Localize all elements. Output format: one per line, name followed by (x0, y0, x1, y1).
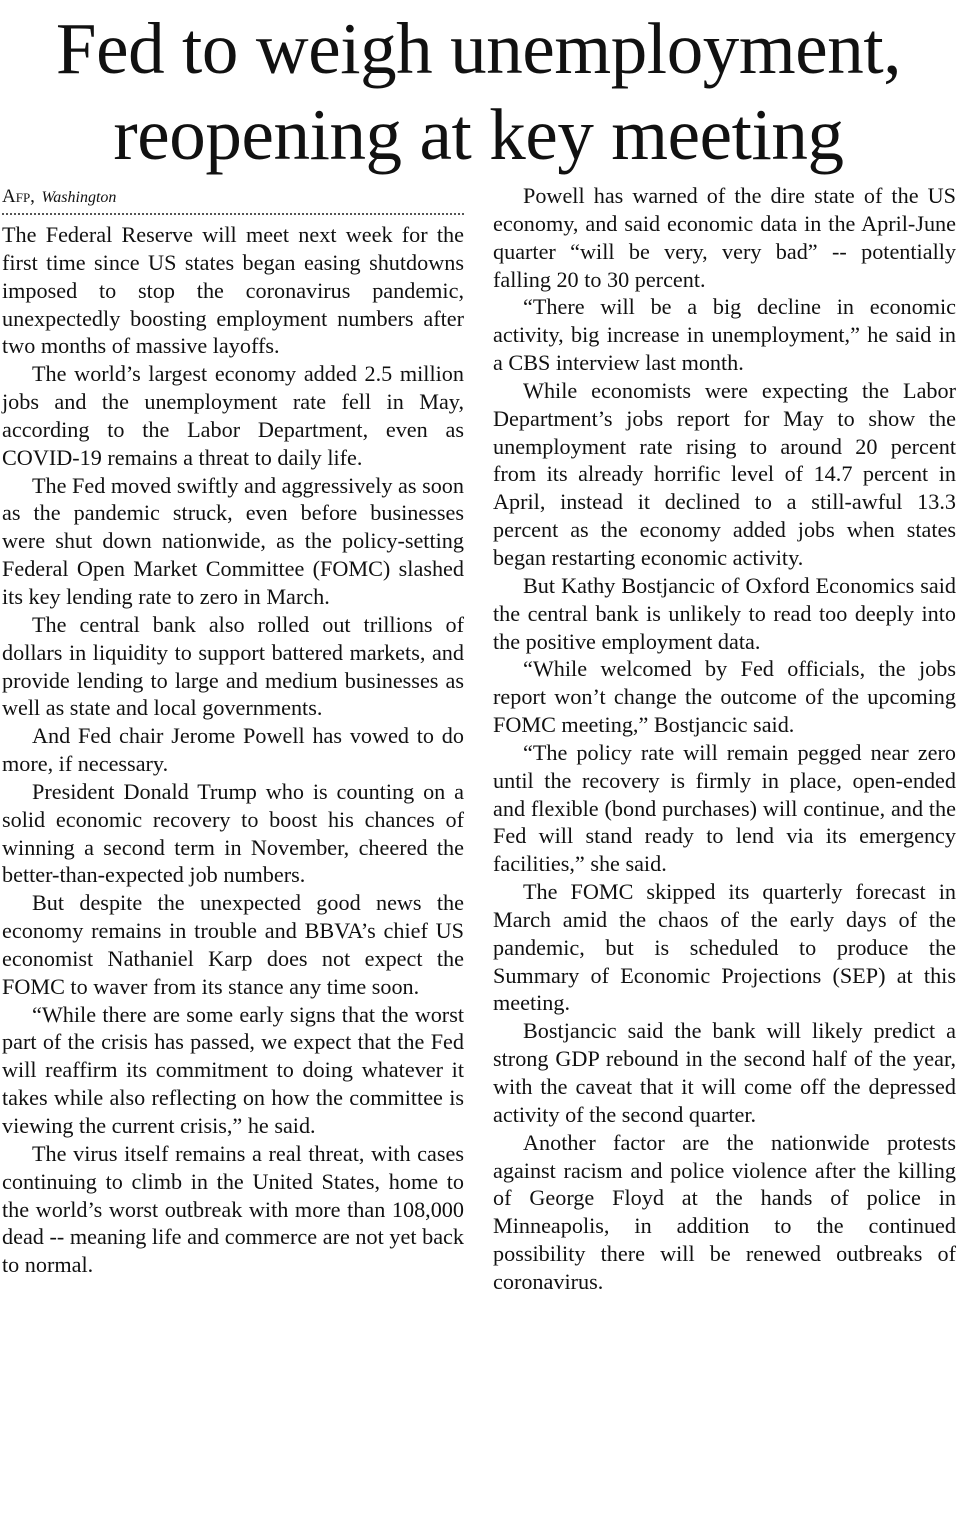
article-paragraph: The Federal Reserve will meet next week for the first time since US states began easing shutdowns imposed to stop the coronavirus pandemic, unexpectedly boosting employment numbers after two months of massive layoffs. (2, 222, 464, 359)
article-paragraph: The FOMC skipped its quarterly forecast in March amid the chaos of the early days of the pandemic, but is scheduled to produce the Summary of Economic Projections (SEP) at this meeting. (493, 879, 956, 1016)
byline-agency: Afp, (2, 186, 35, 207)
article-paragraph: And Fed chair Jerome Powell has vowed to do more, if necessary. (2, 723, 464, 777)
article-paragraph: Powell has warned of the dire state of the US economy, and said economic data in the April-June quarter “will be very, very bad” -- potentially falling 20 to 30 percent. (493, 183, 956, 292)
article-column-right (493, 182, 956, 1296)
article-paragraph: “There will be a big decline in economic activity, big increase in unemployment,” he said in a CBS interview last month. (493, 294, 956, 376)
article-paragraph: Bostjancic said the bank will likely predict a strong GDP rebound in the second half of the year, with the caveat that it will come off the depressed activity of the second quarter. (493, 1018, 956, 1127)
article-paragraph: The virus itself remains a real threat, with cases continuing to climb in the United States, home to the world’s worst outbreak with more than 108,000 dead -- meaning life and commerce are not yet back to normal. (2, 1140, 464, 1278)
article-column-left (2, 182, 464, 1279)
article-paragraph: The central bank also rolled out trillions of dollars in liquidity to support battered markets, and provide lending to large and medium businesses as well as state and local governments. (2, 611, 464, 721)
headline: Fed to weigh unemployment, reopening at key meeting (55, 8, 902, 175)
article-paragraph: “While welcomed by Fed officials, the jobs report won’t change the outcome of the upcoming FOMC meeting,” Bostjancic said. (493, 656, 956, 738)
article-paragraph: The Fed moved swiftly and aggressively as soon as the pandemic struck, even before businesses were shut down nationwide, as the policy-setting Federal Open Market Committee (FOMC) slashed its key lending rate to zero in March. (2, 472, 464, 609)
article-paragraph: The world’s largest economy added 2.5 million jobs and the unemployment rate fell in May, according to the Labor Department, even as COVID-19 remains a threat to daily life. (2, 361, 464, 470)
article-paragraph: While economists were expecting the Labor Department’s jobs report for May to show the unemployment rate rising to around 20 percent from its already horrific level of 14.7 percent in April, instead it declined to a still-awful 13.3 percent as the economy added jobs when states began restarting economic activity. (493, 377, 956, 570)
byline (2, 182, 464, 215)
byline-city: Washington (41, 189, 117, 206)
article-paragraph: President Donald Trump who is counting on a solid economic recovery to boost his chances of winning a second term in November, cheered the better-than-expected job numbers. (2, 778, 464, 888)
article-paragraph: But despite the unexpected good news the economy remains in trouble and BBVA’s chief US economist Nathaniel Karp does not expect the FOMC to waver from its stance any time soon. (2, 890, 464, 999)
article-paragraph: Another factor are the nationwide protests against racism and police violence after the killing of George Floyd at the hands of police in Minneapolis, in addition to the continued possibility there will be renewed outbreaks of coronavirus. (493, 1129, 956, 1294)
article-paragraph: “The policy rate will remain pegged near zero until the recovery is firmly in place, open-ended and flexible (bond purchases) will continue, and the Fed will stand ready to lend via its emergency facilities,” she said. (493, 739, 956, 877)
article-paragraph: “While there are some early signs that the worst part of the crisis has passed, we expect that the Fed will reaffirm its commitment to doing whatever it takes while also reflecting on how the committee is viewing the current crisis,” he said. (2, 1001, 464, 1138)
article-paragraph: But Kathy Bostjancic of Oxford Economics said the central bank is unlikely to read too deeply into the positive employment data. (493, 572, 956, 654)
